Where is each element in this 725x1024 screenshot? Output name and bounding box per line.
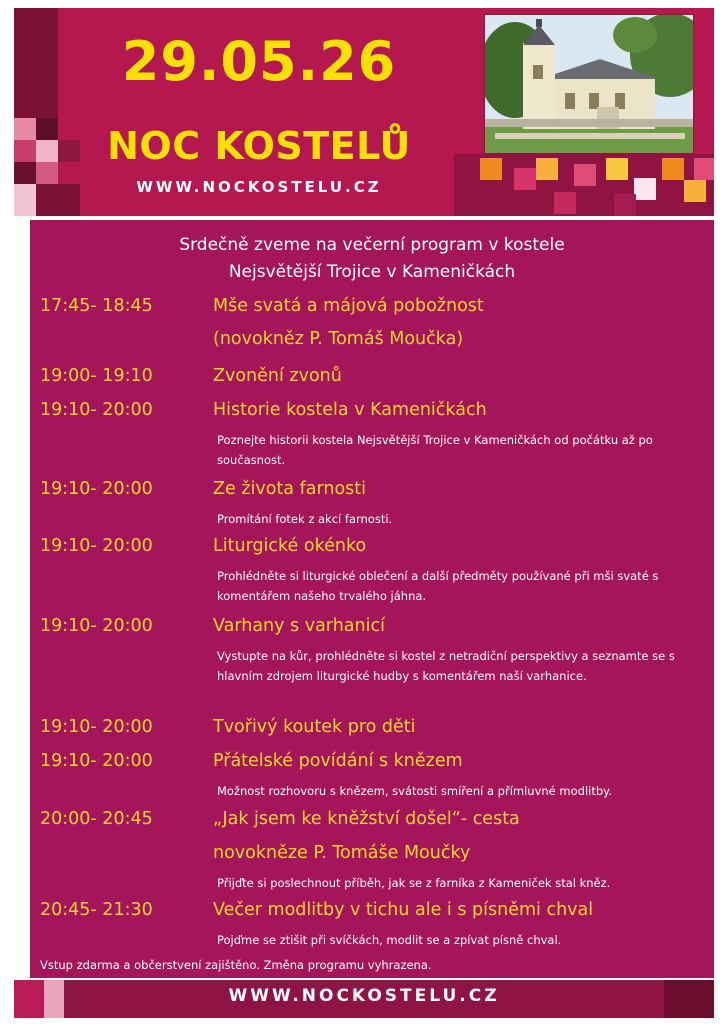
pixel-decoration: [614, 194, 636, 216]
pixel-decoration: [36, 118, 58, 140]
website-url-footer: WWW.NOCKOSTELU.CZ: [228, 986, 500, 1006]
church-photo: [484, 14, 694, 154]
program-description: Možnost rozhovoru s knězem, svátosti smíření a přímluvné modlitby.: [217, 784, 612, 798]
pixel-decoration: [606, 158, 628, 180]
pixel-decoration: [14, 162, 36, 184]
pixel-decoration: [514, 168, 536, 190]
pixel-decoration: [574, 164, 596, 186]
pixel-decoration: [536, 158, 558, 180]
program-time: 19:10- 20:00: [40, 616, 153, 636]
intro-text: [30, 232, 714, 286]
program-description: Poznejte historii kostela Nejsvětější Trojice v Kameničkách od počátku až po současnost.: [217, 433, 653, 467]
program-time: 17:45- 18:45: [40, 296, 153, 316]
church-image: [485, 15, 693, 153]
program-title: Večer modlitby v tichu ale i s písněmi chval: [213, 900, 594, 920]
pixel-decoration: [14, 140, 36, 162]
pixel-decoration: [554, 192, 576, 214]
program-title-continued: (novokněz P. Tomáš Moučka): [213, 329, 464, 349]
pixel-decoration: [14, 118, 36, 140]
program-description: Vystupte na kůr, prohlédněte si kostel z netradiční perspektivy a seznamte se s hlavním zdrojem liturgické hudby s komentářem naší varhanice.: [217, 649, 675, 683]
program-description: Promítání fotek z akcí farnosti.: [217, 512, 393, 526]
poster: [14, 8, 714, 1018]
program-panel: [30, 220, 714, 978]
program-time: 19:10- 20:00: [40, 717, 153, 737]
pixel-decoration: [36, 162, 58, 184]
intro-line-1: Srdečně zveme na večerní program v kostele: [179, 235, 565, 255]
program-description: Prohlédněte si liturgické oblečení a další předměty používané při mši svaté s komentářem našeho trvalého jáhna.: [217, 569, 659, 603]
pixel-decoration: [14, 184, 36, 216]
program-title: Tvořivý koutek pro děti: [213, 717, 416, 737]
program-title: Přátelské povídání s knězem: [213, 751, 463, 771]
program-title: Zvonění zvonů: [213, 366, 342, 386]
intro-line-2: Nejsvětější Trojice v Kameničkách: [228, 262, 516, 282]
website-url: WWW.NOCKOSTELU.CZ: [136, 178, 382, 196]
footnote: Vstup zdarma a občerstvení zajištěno. Změna programu vyhrazena.: [40, 958, 432, 972]
pixel-decoration: [662, 158, 684, 180]
program-time: 19:10- 20:00: [40, 400, 153, 420]
pixel-decoration: [14, 8, 58, 118]
program-title: Liturgické okénko: [213, 536, 367, 556]
pixel-decoration: [694, 158, 714, 180]
pixel-decoration: [480, 158, 502, 180]
program-title: Mše svatá a májová pobožnost: [213, 296, 484, 316]
pixel-decoration: [634, 178, 656, 200]
pixel-decoration: [684, 180, 706, 202]
footer-banner: [14, 980, 714, 1018]
header-banner: [14, 8, 714, 216]
program-title: Historie kostela v Kameničkách: [213, 400, 487, 420]
program-time: 19:00- 19:10: [40, 366, 153, 386]
program-title: „Jak jsem ke kněžství došel“- cesta: [213, 809, 520, 829]
pixel-decoration: [36, 140, 58, 162]
program-time: 20:00- 20:45: [40, 809, 153, 829]
program-title: Varhany s varhanicí: [213, 616, 385, 636]
event-date: 29.05.26: [121, 30, 397, 93]
program-title-continued: novokněze P. Tomáše Moučky: [213, 843, 471, 863]
program-description: Pojďme se ztišit při svíčkách, modlit se a zpívat písně chval.: [217, 933, 562, 947]
program-time: 19:10- 20:00: [40, 536, 153, 556]
event-title: NOC KOSTELŮ: [107, 124, 411, 168]
program-title: Ze života farnosti: [213, 479, 366, 499]
program-time: 19:10- 20:00: [40, 751, 153, 771]
program-time: 19:10- 20:00: [40, 479, 153, 499]
program-description: Přijďte si poslechnout příběh, jak se z farníka z Kameniček stal kněz.: [217, 876, 611, 890]
program-time: 20:45- 21:30: [40, 900, 153, 920]
